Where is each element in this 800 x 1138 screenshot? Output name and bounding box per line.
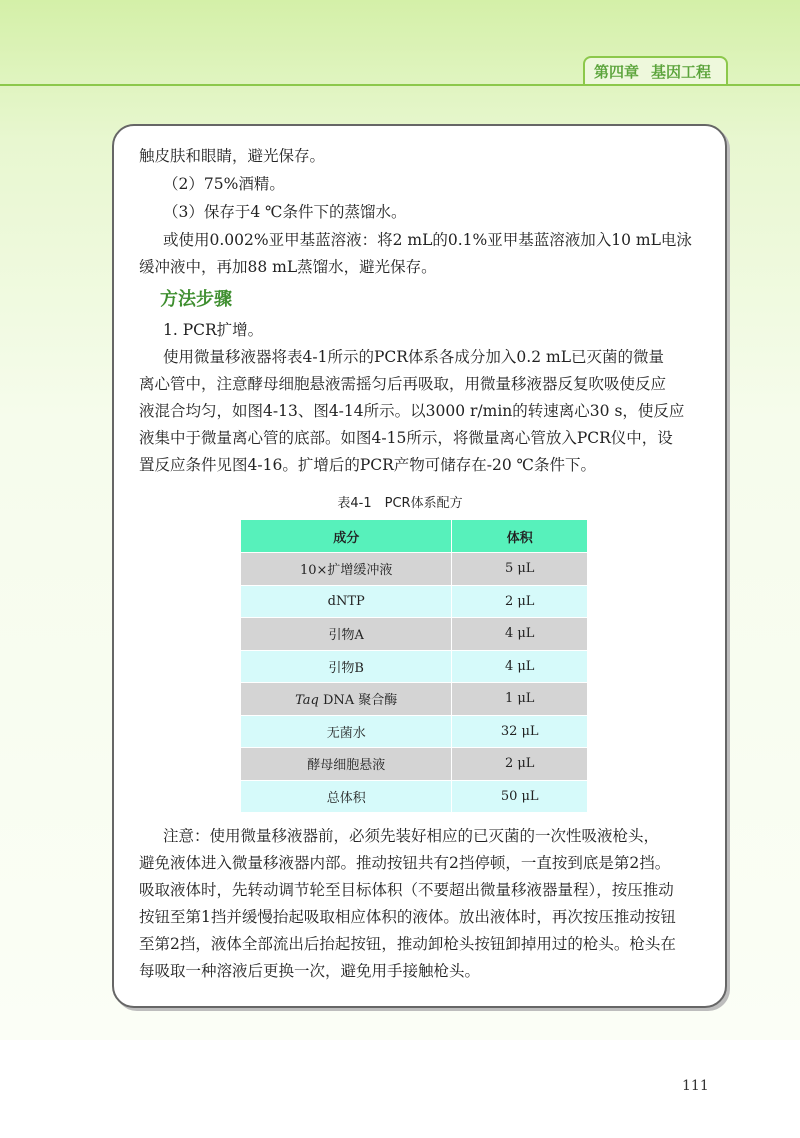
table-cell: 总体积 bbox=[241, 780, 452, 813]
chapter-label bbox=[594, 61, 711, 82]
paragraph-line: 置反应条件见图4-16。扩增后的PCR产物可储存在-20 ℃条件下。 bbox=[139, 456, 597, 474]
chapter-title: 基因工程 bbox=[651, 63, 712, 81]
list-item-2: （2）75%酒精。 bbox=[163, 175, 285, 193]
table-cell: 2 μL bbox=[452, 748, 588, 781]
table-cell: 无菌水 bbox=[241, 715, 452, 748]
table-header-cell: 体积 bbox=[452, 520, 588, 553]
section-heading: 方法步骤 bbox=[160, 289, 232, 310]
table-cell: 酵母细胞悬液 bbox=[241, 748, 452, 781]
paragraph-continuation: 触皮肤和眼睛，避光保存。 bbox=[139, 147, 326, 165]
table-cell: 5 μL bbox=[452, 553, 588, 586]
pcr-recipe-table bbox=[240, 519, 588, 813]
table-row bbox=[241, 618, 588, 651]
table-cell: 引物B bbox=[241, 650, 452, 683]
table-cell: 4 μL bbox=[452, 650, 588, 683]
table-row bbox=[241, 748, 588, 781]
step-title: 1. PCR扩增。 bbox=[163, 321, 264, 339]
table-row bbox=[241, 553, 588, 586]
note-line: 吸取液体时，先转动调节轮至目标体积（不要超出微量移液器量程），按压推动 bbox=[139, 881, 674, 899]
paragraph-line: 液混合均匀，如图4-13、图4-14所示。以3000 r/min的转速离心30 s，使反应 bbox=[139, 402, 685, 420]
table-cell: 1 μL bbox=[452, 683, 588, 716]
paragraph-line: 缓冲液中，再加88 mL蒸馏水，避光保存。 bbox=[139, 258, 437, 276]
table-cell: 50 μL bbox=[452, 780, 588, 813]
table-cell: 32 μL bbox=[452, 715, 588, 748]
paragraph-line: 液集中于微量离心管的底部。如图4-15所示，将微量离心管放入PCR仪中，设 bbox=[139, 429, 673, 447]
list-item-3: （3）保存于4 ℃条件下的蒸馏水。 bbox=[163, 203, 407, 221]
table-row bbox=[241, 715, 588, 748]
table-cell: dNTP bbox=[241, 585, 452, 618]
table-cell: 2 μL bbox=[452, 585, 588, 618]
table-cell: Taq DNA 聚合酶 bbox=[241, 683, 452, 716]
note-line: 避免液体进入微量移液器内部。推动按钮共有2挡停顿，一直按到底是第2挡。 bbox=[139, 854, 671, 872]
note-line: 每吸取一种溶液后更换一次，避免用手接触枪头。 bbox=[139, 962, 481, 980]
table-row bbox=[241, 585, 588, 618]
table-header-row bbox=[241, 520, 588, 553]
header-rule bbox=[0, 84, 800, 86]
table-row bbox=[241, 683, 588, 716]
table-cell: 4 μL bbox=[452, 618, 588, 651]
page-number: 111 bbox=[682, 1078, 709, 1094]
table-row bbox=[241, 650, 588, 683]
table-cell: 引物A bbox=[241, 618, 452, 651]
table-row bbox=[241, 780, 588, 813]
table-caption: 表4-1 PCR体系配方 bbox=[337, 496, 463, 511]
paragraph-line: 或使用0.002%亚甲基蓝溶液：将2 mL的0.1%亚甲基蓝溶液加入10 mL电泳 bbox=[163, 231, 692, 249]
paragraph-line: 使用微量移液器将表4-1所示的PCR体系各成分加入0.2 mL已灭菌的微量 bbox=[163, 348, 664, 366]
table-cell: 10×扩增缓冲液 bbox=[241, 553, 452, 586]
paragraph-line: 离心管中，注意酵母细胞悬液需摇匀后再吸取，用微量移液器反复吹吸使反应 bbox=[139, 375, 667, 393]
note-line: 按钮至第1挡并缓慢抬起吸取相应体积的液体。放出液体时，再次按压推动按钮 bbox=[139, 908, 676, 926]
note-line: 注意：使用微量移液器前，必须先装好相应的已灭菌的一次性吸液枪头， bbox=[163, 827, 660, 845]
table-header-cell: 成分 bbox=[241, 520, 452, 553]
chapter-number: 第四章 bbox=[594, 63, 640, 81]
note-line: 至第2挡，液体全部流出后抬起按钮，推动卸枪头按钮卸掉用过的枪头。枪头在 bbox=[139, 935, 676, 953]
